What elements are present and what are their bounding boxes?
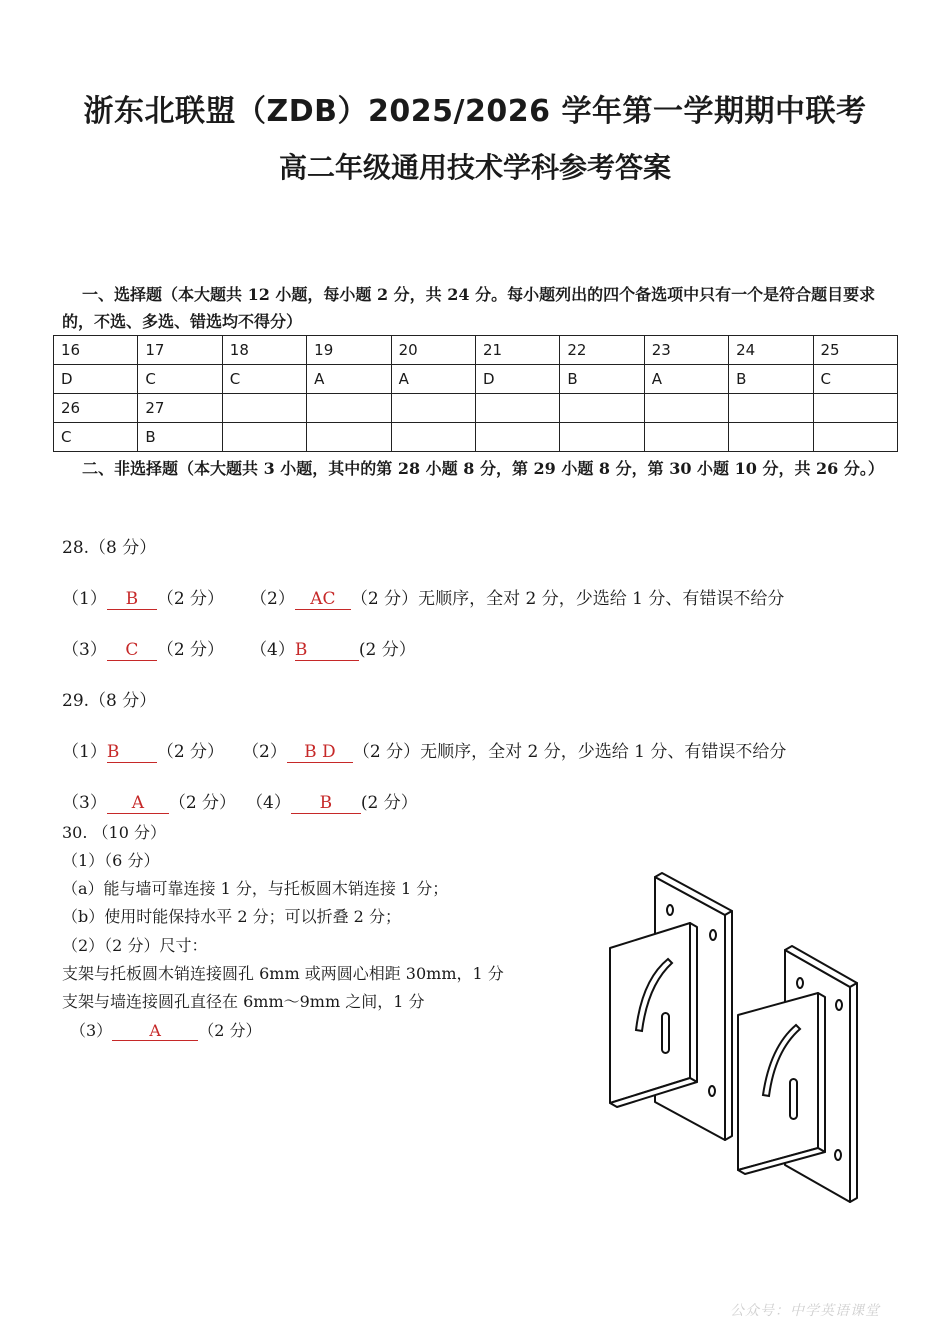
table-cell: [644, 423, 728, 452]
table-cell: [391, 394, 475, 423]
table-cell: 17: [138, 336, 222, 365]
table-cell: [813, 394, 897, 423]
table-cell: [729, 394, 813, 423]
page-subtitle: 高二年级通用技术学科参考答案: [278, 151, 671, 184]
table-cell: 20: [391, 336, 475, 365]
table-row: [54, 423, 898, 452]
table-cell: A: [644, 365, 728, 394]
table-cell: B: [138, 423, 222, 452]
section1-heading: 一、选择题（本大题共 12 小题，每小题 2 分，共 24 分。每小题列出的四个备选项中只有一个是符合题目要求的，不选、多选、错选均不得分）: [62, 285, 876, 331]
q29-row1: [62, 737, 786, 763]
table-row: [54, 336, 898, 365]
q28-row1: [62, 584, 784, 610]
q28-label-3: （3）: [62, 640, 107, 660]
table-cell: [307, 423, 391, 452]
table-cell: [307, 394, 391, 423]
table-cell: [475, 423, 559, 452]
bracket-2-arm-plate-edge: [818, 993, 825, 1152]
bracket-1-arm-plate: [610, 923, 690, 1103]
q28-label-1: （1）: [62, 589, 107, 609]
section2-heading: 二、非选择题（本大题共 3 小题，其中的第 28 小题 8 分，第 29 小题 8 分，第 30 小题 10 分，共 26 分。）: [82, 459, 884, 478]
table-cell: [644, 394, 728, 423]
table-cell: C: [54, 423, 138, 452]
table-cell: 16: [54, 336, 138, 365]
table-cell: D: [54, 365, 138, 394]
q29-answer-3: A: [107, 793, 169, 814]
q28-score-3: （2 分）: [156, 640, 225, 660]
table-cell: [222, 394, 306, 423]
q28-answer-1: B: [107, 589, 157, 610]
q30-line-4: （2）（2 分）尺寸：: [62, 936, 208, 955]
table-cell: [475, 394, 559, 423]
q29-score-2: （2 分）无顺序，全对 2 分，少选给 1 分、有错误不给分: [352, 742, 787, 762]
table-cell: 22: [560, 336, 644, 365]
table-cell: B: [729, 365, 813, 394]
bracket-1-arm-plate-edge: [690, 923, 697, 1082]
q28-label-2: （2）: [250, 589, 295, 609]
q30-line-3: （b）使用时能保持水平 2 分；可以折叠 2 分；: [62, 907, 401, 926]
q28-label-4: （4）: [250, 640, 295, 660]
q28-score-1: （2 分）: [156, 589, 225, 609]
table-row: [54, 394, 898, 423]
q28-answer-3: C: [107, 640, 157, 661]
q29-answer-2: B D: [287, 742, 353, 763]
table-cell: 21: [475, 336, 559, 365]
q28-title: 28.（8 分）: [62, 538, 157, 558]
bracket-1-wall-plate-side: [725, 911, 732, 1140]
q30-label-3: （3）: [70, 1021, 113, 1040]
table-cell: [560, 394, 644, 423]
bracket-2-arm-plate: [738, 993, 818, 1170]
table-cell: C: [138, 365, 222, 394]
q30-line-2: （a）能与墙可靠连接 1 分，与托板圆木销连接 1 分；: [62, 879, 449, 898]
q28-score-4: (2 分）: [358, 640, 416, 660]
q29-answer-1: B: [107, 742, 157, 763]
q30-line-5: 支架与托板圆木销连接圆孔 6mm 或两圆心相距 30mm，1 分: [62, 964, 504, 983]
table-cell: A: [391, 365, 475, 394]
q30-row3: [70, 1018, 261, 1041]
table-cell: 23: [644, 336, 728, 365]
table-cell: [813, 423, 897, 452]
q29-answer-4: B: [291, 793, 361, 814]
table-cell: [560, 423, 644, 452]
table-cell: 19: [307, 336, 391, 365]
table-cell: D: [475, 365, 559, 394]
q29-score-4: (2 分）: [360, 793, 418, 813]
table-cell: 27: [138, 394, 222, 423]
q29-label-4: （4）: [246, 793, 291, 813]
q29-score-3: （2 分）: [168, 793, 237, 813]
q29-label-2: （2）: [242, 742, 287, 762]
table-cell: C: [813, 365, 897, 394]
q29-label-3: （3）: [62, 793, 107, 813]
q28-answer-2: AC: [295, 589, 351, 610]
q30-line-1: （1）（6 分）: [62, 851, 160, 870]
table-cell: [222, 423, 306, 452]
bracket-illustration: [600, 865, 870, 1205]
footer-watermark: 公众号：中学英语课堂: [730, 1303, 880, 1319]
q30-line-6: 支架与墙连接圆孔直径在 6mm～9mm 之间，1 分: [62, 992, 425, 1011]
table-cell: 24: [729, 336, 813, 365]
table-row: [54, 365, 898, 394]
table-cell: [391, 423, 475, 452]
q29-score-1: （2 分）: [156, 742, 225, 762]
table-cell: 18: [222, 336, 306, 365]
q30-title: 30. （10 分）: [62, 823, 166, 842]
q29-title: 29.（8 分）: [62, 691, 157, 711]
q30-answer-3: A: [112, 1021, 198, 1041]
q29-label-1: （1）: [62, 742, 107, 762]
table-cell: 26: [54, 394, 138, 423]
page-title: 浙东北联盟（ZDB）2025/2026 学年第一学期期中联考: [83, 94, 867, 129]
table-cell: [729, 423, 813, 452]
q28-score-2: （2 分）无顺序，全对 2 分，少选给 1 分、有错误不给分: [350, 589, 785, 609]
q30-score-3: （2 分）: [198, 1021, 262, 1040]
q28-row2: [62, 635, 416, 661]
q29-row2: [62, 788, 418, 814]
q28-answer-4: B: [295, 640, 359, 661]
table-cell: A: [307, 365, 391, 394]
table-cell: B: [560, 365, 644, 394]
table-cell: C: [222, 365, 306, 394]
table-cell: 25: [813, 336, 897, 365]
answer-table: [53, 335, 898, 452]
bracket-2-wall-plate-side: [850, 983, 857, 1202]
